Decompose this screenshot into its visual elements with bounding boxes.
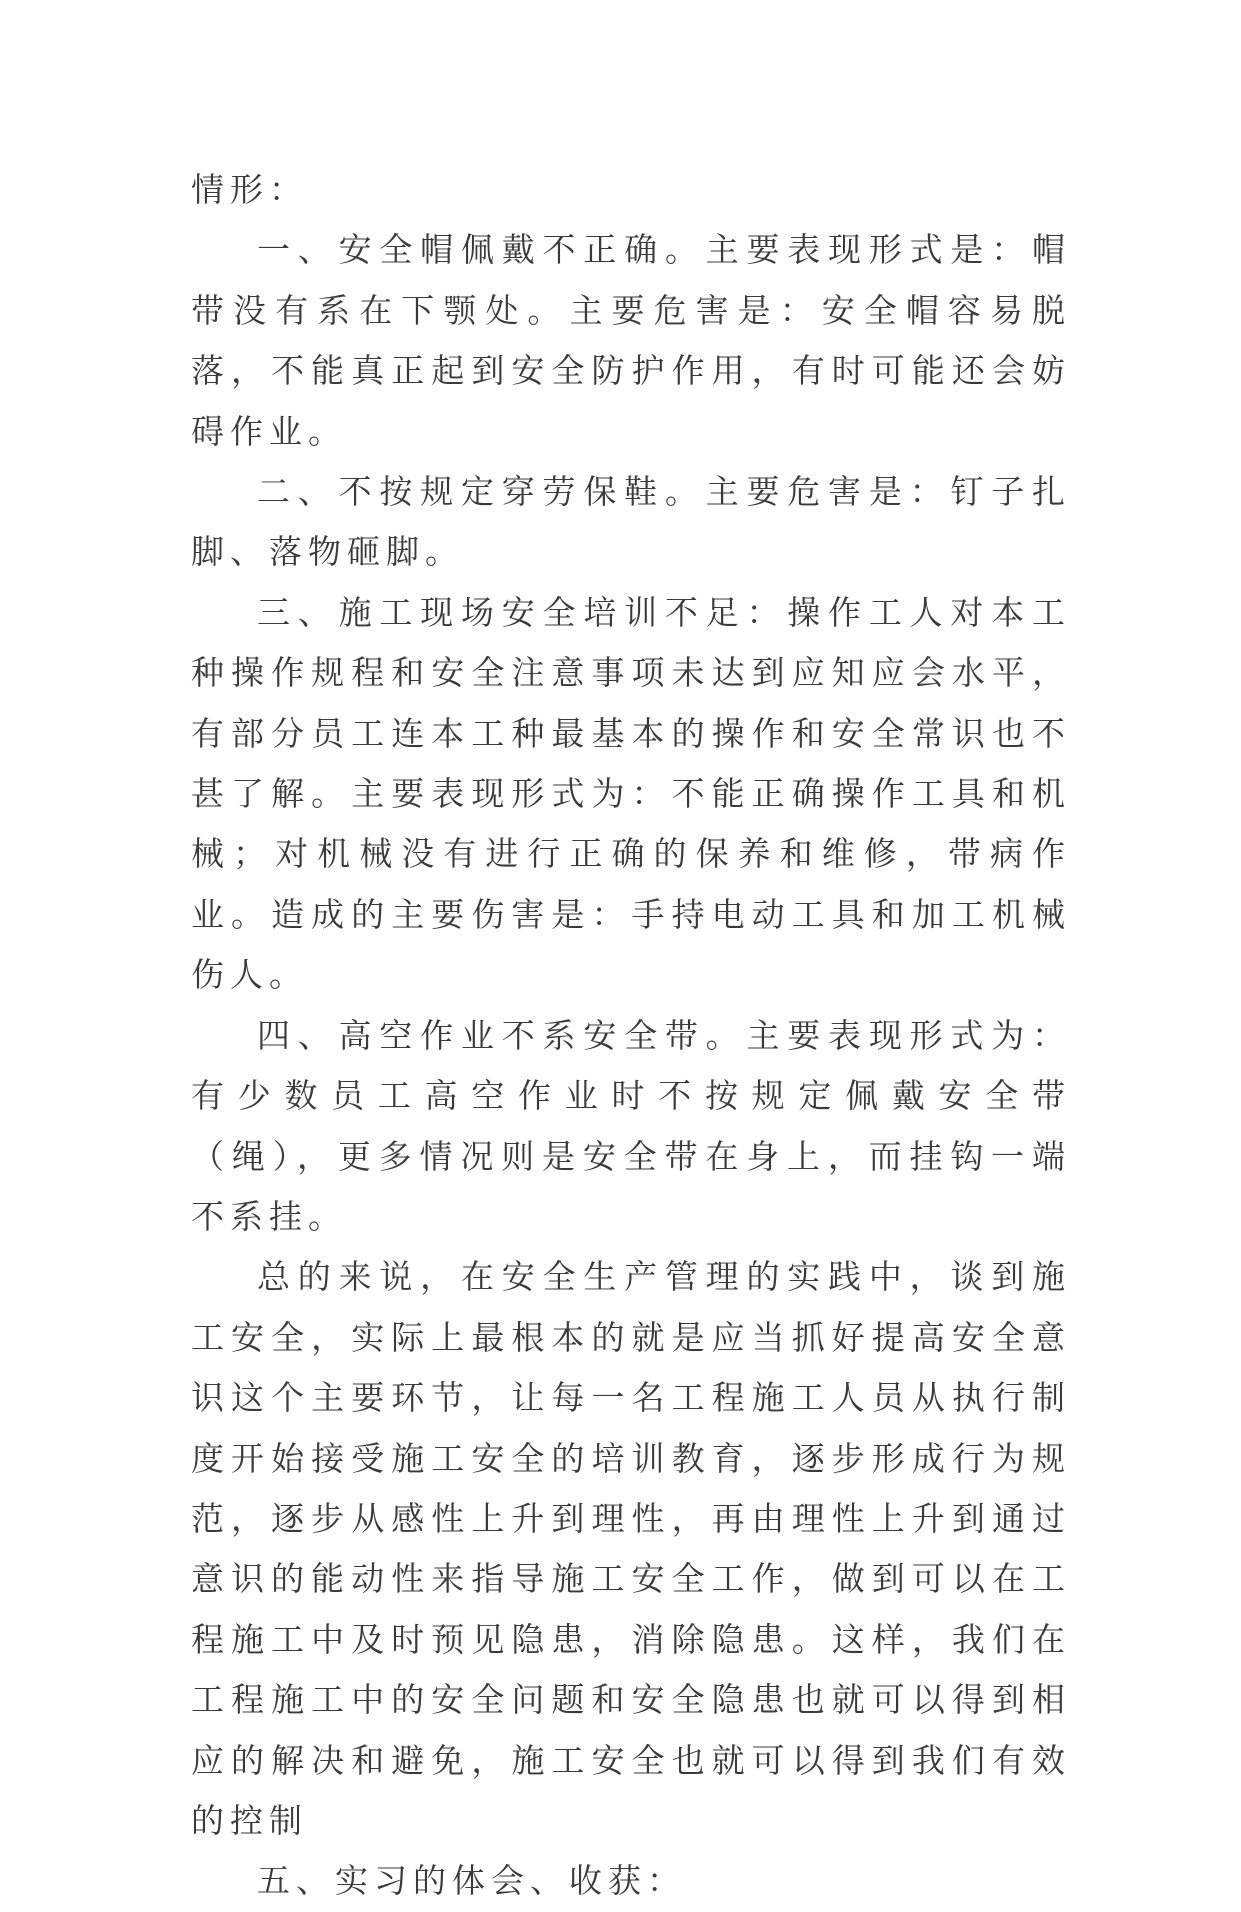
- paragraph-helmet: 一、安全帽佩戴不正确。主要表现形式是：帽带没有系在下颚处。主要危害是：安全帽容易脱落，不能真正起到安全防护作用，有时可能还会妨碍作业。: [191, 230, 1071, 451]
- paragraph-intro: 情形：: [191, 170, 308, 209]
- paragraph-training: 三、施工现场安全培训不足：操作工人对本工种操作规程和安全注意事项未达到应知应会水平，有部分员工连本工种最基本的操作和安全常识也不甚了解。主要表现形式为：不能正确操作工具和机械；对机械没有进行正确的保养和维修，带病作业。造成的主要伤害是：手持电动工具和加工机械伤人。: [191, 592, 1071, 995]
- paragraph-shoes: 二、不按规定穿劳保鞋。主要危害是：钉子扎脚、落物砸脚。: [191, 472, 1071, 572]
- paragraph-section-five-heading: 五、实习的体会、收获：: [257, 1861, 686, 1901]
- paragraph-harness: 四、高空作业不系安全带。主要表现形式为：有少数员工高空作业时不按规定佩戴安全带（绳），更多情况则是安全带在身上，而挂钩一端不系挂。: [191, 1015, 1071, 1236]
- paragraph-summary: 总的来说，在安全生产管理的实践中，谈到施工安全，实际上最根本的就是应当抓好提高安全意识这个主要环节，让每一名工程施工人员从执行制度开始接受施工安全的培训教育，逐步形成行为规范，逐步从感性上升到理性，再由理性上升到通过意识的能动性来指导施工安全工作，做到可以在工程施工中及时预见隐患，消除隐患。这样，我们在工程施工中的安全问题和安全隐患也就可以得到相应的解决和避免，施工安全也就可以得到我们有效的控制: [191, 1257, 1071, 1840]
- document-body: [191, 160, 1071, 1912]
